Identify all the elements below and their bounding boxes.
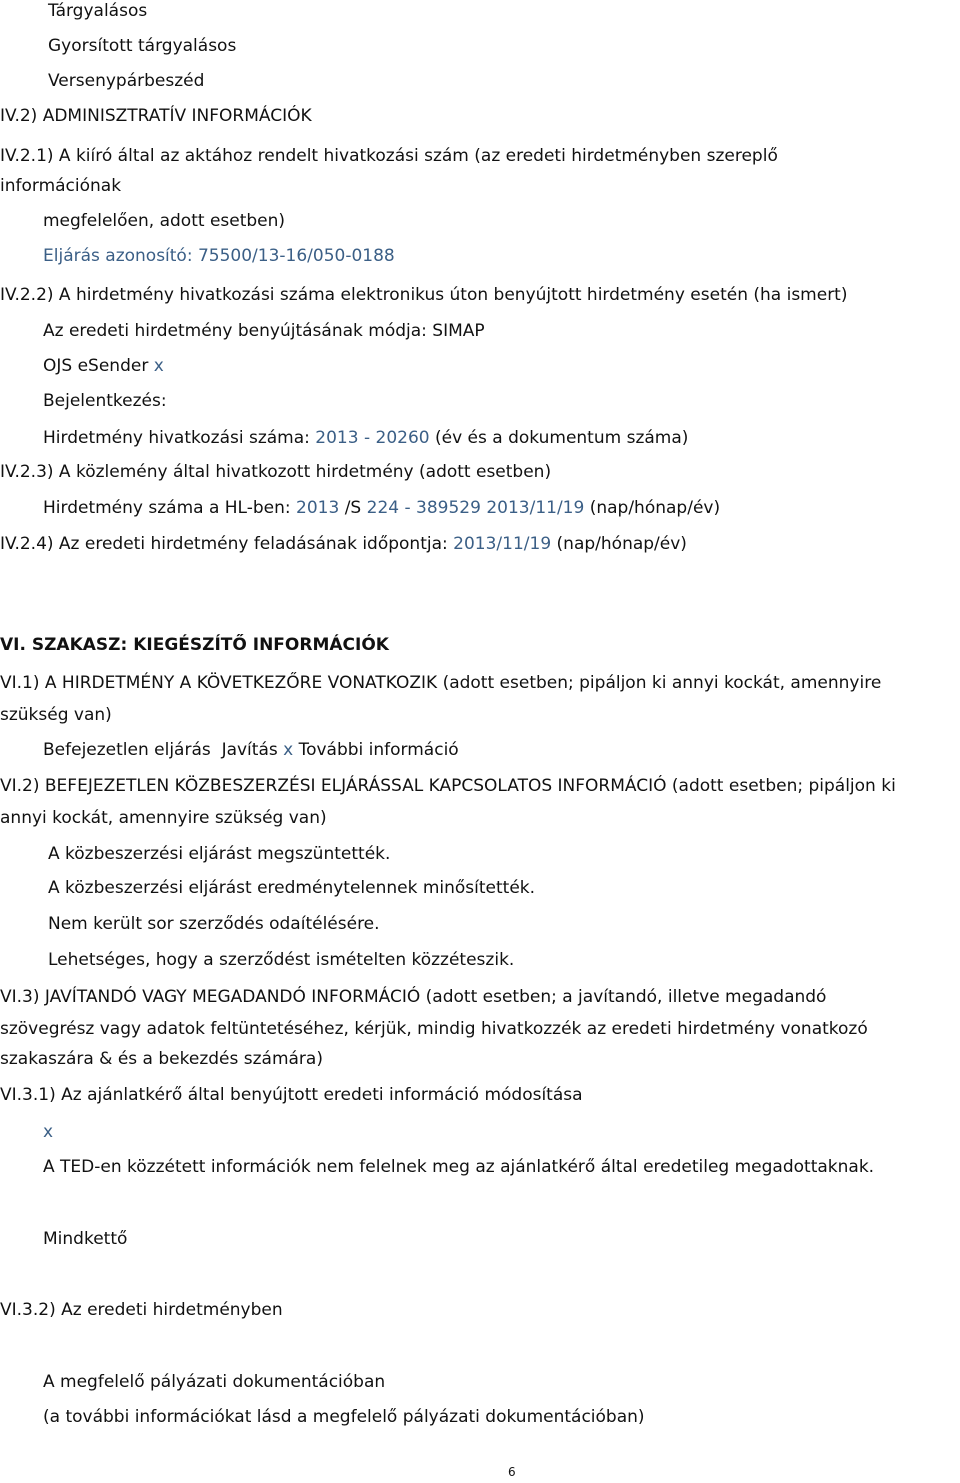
vi1-option-additional-info: További információ	[298, 740, 459, 760]
iv21-title-line1: IV.2.1) A kiíró által az aktához rendelt hivatkozási szám (az eredeti hirdetményben szereplő	[0, 146, 778, 166]
iv24-date: 2013/11/19	[453, 534, 552, 554]
vi2-option-may-republish: Lehetséges, hogy a szerződést ismételten közzéteszik.	[48, 950, 515, 970]
iv23-row	[43, 497, 720, 519]
procedure-type-competitive-dialogue: Versenypárbeszéd	[48, 71, 205, 91]
vi3-title-line3: szakaszára & és a bekezdés számára)	[0, 1049, 323, 1069]
iv23-suffix: (nap/hónap/év)	[589, 498, 721, 518]
vi1-option-correction: Javítás	[221, 740, 278, 760]
iv22-ojs-checkmark: x	[153, 356, 164, 376]
vi2-title-line1: VI.2) BEFEJEZETLEN KÖZBESZERZÉSI ELJÁRÁSSAL KAPCSOLATOS INFORMÁCIÓ (adott esetben; pipáljon ki	[0, 776, 896, 796]
iv24-row	[0, 533, 687, 555]
vi2-option-unsuccessful: A közbeszerzési eljárást eredménytelennek minősítették.	[48, 878, 536, 898]
vi1-title-line2: szükség van)	[0, 705, 112, 725]
section-iv2-title: IV.2) ADMINISZTRATÍV INFORMÁCIÓK	[0, 106, 312, 126]
vi32-title: VI.3.2) Az eredeti hirdetményben	[0, 1300, 283, 1320]
vi32-option-tender-docs: A megfelelő pályázati dokumentációban	[43, 1372, 386, 1392]
vi1-option-incomplete: Befejezetlen eljárás	[43, 740, 211, 760]
page-number: 6	[508, 1465, 516, 1479]
vi31-title: VI.3.1) Az ajánlatkérő által benyújtott eredeti információ módosítása	[0, 1085, 583, 1105]
iv22-ref-row	[43, 427, 688, 449]
iv21-title-line2: információnak	[0, 176, 122, 196]
iv21-procedure-id: Eljárás azonosító: 75500/13-16/050-0188	[43, 246, 395, 266]
iv22-ref-label: Hirdetmény hivatkozási száma:	[43, 428, 310, 448]
iv23-number-date: 224 - 389529 2013/11/19	[366, 498, 585, 518]
procedure-type-accelerated-negotiated: Gyorsított tárgyalásos	[48, 36, 237, 56]
iv24-suffix: (nap/hónap/év)	[556, 534, 687, 554]
iv22-submission-method: Az eredeti hirdetmény benyújtásának módja: SIMAP	[43, 321, 485, 341]
vi3-title-line1: VI.3) JAVÍTANDÓ VAGY MEGADANDÓ INFORMÁCIÓ (adott esetben; a javítandó, illetve megadandó	[0, 987, 827, 1007]
vi3-title-line2: szövegrész vagy adatok feltüntetéséhez, kérjük, mindig hivatkozzék az eredeti hirdetmény vonatkozó	[0, 1019, 868, 1039]
iv22-ojs-label: OJS eSender	[43, 356, 149, 376]
iv22-ojs-row	[43, 355, 164, 377]
procedure-type-negotiated: Tárgyalásos	[48, 1, 148, 21]
vi1-options-row	[43, 739, 459, 761]
iv23-series: /S	[344, 498, 362, 518]
vi31-option-both: Mindkettő	[43, 1229, 128, 1249]
iv22-title: IV.2.2) A hirdetmény hivatkozási száma elektronikus úton benyújtott hirdetmény esetén (ha ismert)	[0, 285, 848, 305]
iv22-ref-suffix: (év és a dokumentum száma)	[435, 428, 689, 448]
iv23-title: IV.2.3) A közlemény által hivatkozott hirdetmény (adott esetben)	[0, 462, 552, 482]
iv23-label: Hirdetmény száma a HL-ben:	[43, 498, 291, 518]
vi1-correction-checkmark: x	[283, 740, 294, 760]
vi1-title-line1: VI.1) A HIRDETMÉNY A KÖVETKEZŐRE VONATKOZIK (adott esetben; pipáljon ki annyi kockát, amennyire	[0, 673, 882, 693]
iv24-label: IV.2.4) Az eredeti hirdetmény feladásának időpontja:	[0, 534, 448, 554]
vi2-option-not-awarded: Nem került sor szerződés odaítélésére.	[48, 914, 380, 934]
vi2-option-terminated: A közbeszerzési eljárást megszüntették.	[48, 844, 391, 864]
iv22-ref-value: 2013 - 20260	[315, 428, 430, 448]
vi32-option-see-docs: (a további információkat lásd a megfelelő pályázati dokumentációban)	[43, 1407, 645, 1427]
vi2-title-line2: annyi kockát, amennyire szükség van)	[0, 808, 327, 828]
section-vi-title: VI. SZAKASZ: KIEGÉSZÍTŐ INFORMÁCIÓK	[0, 635, 389, 655]
iv23-year: 2013	[296, 498, 340, 518]
iv22-login: Bejelentkezés:	[43, 391, 167, 411]
vi31-checkmark: x	[43, 1122, 54, 1142]
vi31-option-ted-mismatch: A TED-en közzétett információk nem felelnek meg az ajánlatkérő által eredetileg megadottaknak.	[43, 1157, 875, 1177]
iv21-title-line3: megfelelően, adott esetben)	[43, 211, 286, 231]
